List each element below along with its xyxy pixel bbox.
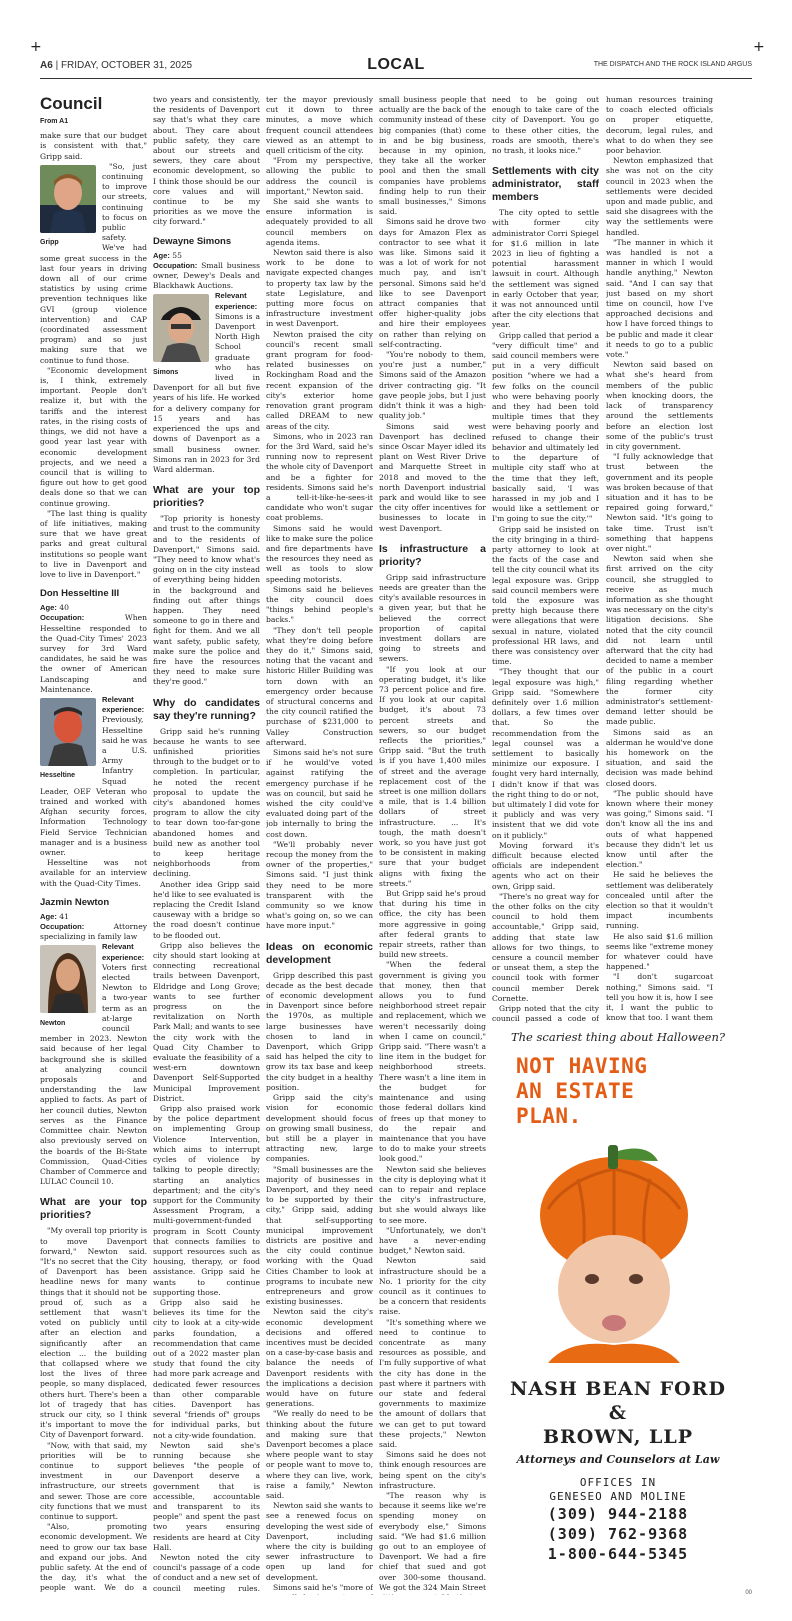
ad-headline-line: NOT HAVING (516, 1054, 648, 1078)
paragraph: "The reason why is because it seems like we're spending money on everybody else," Simons said. "We had $1.6 million go out to an employee of Davenport. We had a fire chief that sued and got over 300-some thousand. We got the 324 Main Street (379, 1491, 486, 1592)
paragraph: Newton noted the city council's passage of a code of conduct and a new set of council meeting rules. (153, 1553, 260, 1593)
paragraph: "From my perspective, allowing the public to address the council is important," Newton said. (266, 156, 373, 196)
subhead: Ideas on economic development (266, 940, 373, 966)
paragraph: "The public should have known where their money was going," Simons said. "I don't know all the ins and outs of what happened because they didn't let us know until after the election." (606, 788, 713, 870)
paragraph: human resources training to coach elected officials on proper etiquette, decorum, legal rules, and what to do when they see poor behavior. (606, 95, 713, 156)
ad-firm-name-line: BROWN, LLP (542, 1426, 694, 1448)
paragraph: She said she wants to ensure information is adequately provided to all council members on agenda items. (266, 197, 373, 247)
paragraph: Simons said he's not sure if he would've voted against ratifying the emergency purchase if he was on council, but said he wished the city could've evaluated doing part of the job internally to bring the cost down. (266, 748, 373, 839)
article-column-4 (379, 95, 486, 1595)
paragraph: two years and consistently, the residents of Davenport say that's what they care about. They care about public safety, they care about our streets and sewers, they care about economic development, so I think those should be our core values and will continue to be my priorities as we move the city forward." (153, 95, 260, 227)
photo-caption: Hesseltine (40, 772, 76, 780)
crop-mark-left: + (30, 39, 42, 55)
candidate-heading: Dewayne Simons (153, 235, 232, 247)
paragraph: "The manner in which it was handled is not a manner in which I would handle anything," Newton said. "And I can say that just based on my short time on council, how I've approached decisions and how I have forced things to be public and made it clear it needs to go to a public vote." (606, 237, 713, 360)
newspaper-name: THE DISPATCH AND THE ROCK ISLAND ARGUS (593, 61, 752, 68)
subhead: What are your top priorities? (40, 1196, 147, 1222)
candidate-experience: Relevant experience: Voters first elected Newton to a two-year term as an at-large council member in 2023. Newton said because of her legal background she is skilled at analyzing council proposals and understanding the law applied to facts. As part of her council duties, Newton serves as the Finance Committee chair. Newton also previously served on the boards of the Bi-State Commission, Quad-Cities Chamber of Commerce and LULAC Council 10. (40, 942, 147, 1187)
photo-caption: Simons (153, 368, 179, 376)
paragraph: "Economic development is, I think, extremely important. People don't realize it, but with the tariffs and the interest rates, in the rising costs of things, we did not have a good year last year with economic development projects, and we need a council that is willing to figure out how to get good deals done so that we can continue growing. (40, 365, 147, 508)
paragraph: He said he believes the settlement was deliberately concealed until after the election so that it wouldn't impact incumbents running. (606, 870, 713, 931)
ad-headline (516, 1054, 728, 1129)
subhead: What are your top priorities? (153, 484, 260, 510)
paragraph: Newton said there is also work to be done to navigate expected changes to property tax law by the state Legislature, and putting more focus on infrastructure investment in west Davenport. (266, 248, 373, 329)
paragraph: "If you look at our operating budget, it's like 73 percent police and fire. If you look at our capital budget, it's about 73 percent streets and sewers, so our budget reflects the priorities," Gripp said. "But the truth is if you have 1,400 miles of street and the average replacement cost of the street is one million dollars a mile, that is 1.4 billion dollars of street infrastructure. ... It's tough, the math doesn't work, so you have just got to be consistent in making sure that your budget aligns with fixing the streets." (379, 664, 486, 888)
paragraph: "Small businesses are the majority of businesses in Davenport, and they need to be supported by their city," Gripp said, adding that self-supporting municipal improvement districts are positive and the city could continue working with the Quad Cities Chamber to look at programs to incubate new entrepreneurs and grow existing businesses. (266, 1164, 373, 1307)
paragraph: Gripp described this past decade as the best decade of economic development in Davenport since before the 1970s, as multiple large businesses have chosen to land in Davenport, which Gripp said has helped the city to grow its tax base and keep the city budget in a healthy position. (266, 970, 373, 1092)
article-column-3 (266, 95, 373, 1595)
crop-mark-right: + (753, 39, 765, 55)
mugshot-simons (153, 294, 209, 377)
paragraph: Gripp said the city's vision for economic development should focus on growing small business, but still be a player in attracting new, large companies. (266, 1093, 373, 1164)
candidate-age: Age: 41 (40, 911, 69, 921)
paragraph: He also said $1.6 million seems like "extreme money for whatever could have happened." (606, 931, 713, 972)
paragraph: Gripp said he's running because he wants to see unfinished priorities through to the budget or to completion. In particular, he noted the recent proposal to update the city's abandoned homes program to allow the city to tear down too-far-gone abandoned homes and build new as another tool to keep heritage neighborhoods from declining. (153, 726, 260, 879)
paragraph: "You're nobody to them, you're just a number," Simons said of the Amazon driver contracting gig. "It gave people jobs, but I just didn't think it was a high-quality job." (379, 350, 486, 421)
mugshot-newton (40, 945, 96, 1028)
paragraph: make sure that our budget is consistent with that," Gripp said. (40, 131, 147, 161)
subhead: Settlements with city administrator, staff members (492, 165, 599, 204)
paragraph: "They don't tell people what they're doing before they do it," Simons said, noting that the vacant and historic Hiller Building was torn down with an emergency order because of structural concerns and the city council ratified the purchase of $231,000 to Valley Construction afterward. (266, 625, 373, 747)
candidate-occupation: Occupation: When Hesseltine responded to the Quad-City Times' 2023 survey for 3rd Ward candidates, he said he was the owner of American Landscaping and Maintenance. (40, 613, 147, 694)
paragraph: Newton emphasized that she was not on the city council in 2023 when the settlements were decided upon and made public, and said she disagrees with the way the settlements were handled. (606, 156, 713, 237)
paragraph: "We really do need to be thinking about the future and making sure that Davenport becomes a place where people want to stay or people want to move to, where they can live, work, raise a family," Newton said. (266, 1409, 373, 1501)
paragraph: The city opted to settle with former city administrator Corri Spiegel for $1.6 million in late 2023 in lieu of fighting a potential harassment lawsuit in court. Although the settlement was signed in early October that year, it was not announced until after the city elections that year. (492, 208, 599, 330)
photo-hesseltine (40, 698, 96, 766)
paragraph: "They thought that our legal exposure was high," Gripp said. "Somewhere definitely over 1.6 million dollars, a few times over that. So the recommendation from the legal counsel was a settlement to basically minimize our exposure. I fought very hard internally, I didn't know if that was the right thing to do or not, but ultimately I did vote for it publicly and was very insistent that we did vote on it publicly." (492, 667, 599, 840)
mugshot-hesseltine (40, 698, 96, 781)
candidate-heading: Don Hesseltine III (40, 588, 120, 600)
paragraph: Simons said he does not think enough resources are being spent on the city's infrastructure. (379, 1450, 486, 1490)
candidate-age: Age: 55 (153, 250, 182, 260)
paragraph: "The last thing is quality of life initiatives, making sure that we have great parks and great cultural institutions so people want to live in Davenport and love to live in Davenport." (40, 508, 147, 579)
paragraph: Moving forward it's difficult because elected officials are independent agents who act on their own, Gripp said. (492, 840, 599, 891)
article-column-6 (606, 95, 713, 1023)
subhead: Is infrastructure a priority? (379, 542, 486, 568)
candidate-experience: Relevant experience: Simons is a Davenport North High School graduate who has lived in Davenport for all but five years of his life. He worked for a delivery company for 15 years and has experienced the ups and downs of Davenport as a small business owner. Simons ran in 2023 for 3rd Ward alderman. (153, 291, 260, 474)
paragraph: Gripp also praised work by the police department on implementing Group Violence Intervention, which aims to interrupt cycles of violence by talking to people directly; starting an analytics department; and the city's support for the Community Assessment Program, a multi-government-funded program in Scott County that connects families to support resources such as housing, therapy, or food assistance. Gripp said he wants to continue supporting those. (153, 1104, 260, 1297)
photo-newton (40, 945, 96, 1013)
page-folio: A6 | FRIDAY, OCTOBER 31, 2025 (40, 60, 193, 71)
photo-caption: Gripp (40, 239, 59, 247)
paragraph: Hesseltine was not available for an interview with the Quad-City Times. (40, 858, 147, 888)
page-header (40, 56, 752, 79)
jump-from: From A1 (40, 118, 69, 125)
ad-subtitle: Attorneys and Counselors at Law (516, 1453, 720, 1466)
paragraph: "There's no great way for the other folks on the city council to hold them accountable," Gripp said, adding that state law allows for two things, to censure a council member or unseat them, a step the council took with former council member Derek Cornette. (492, 891, 599, 1003)
paragraph: need to be going out enough to take care of the city of Davenport. You go to these other cities, the roads are smooth, there's no trash, it looks nice." (492, 95, 599, 156)
paragraph: Simons said as an alderman he would've done his homework on the situation, and said the decision was made behind closed doors. (606, 727, 713, 788)
law-firm-advertisement (508, 1028, 728, 1584)
paragraph: Newton said the city's economic development decisions and offered incentives must be decided on a case-by-case basis and balance the needs of Davenport residents with the implications a decision would have on future generations. (266, 1307, 373, 1409)
paragraph: Simons said he's "more of (273, 1582, 373, 1592)
mugshot-gripp (40, 165, 96, 248)
paragraph: Newton praised the city council's recent small grant program for food-related businesses on Rockingham Road and the recent expansion of the city's exterior home renovation grant program called DREAM to new areas of the city. (266, 329, 373, 431)
page-date: FRIDAY, OCTOBER 31, 2025 (60, 60, 193, 71)
ad-phone: 1-800-644-5345 (547, 1545, 689, 1563)
article-column-5 (492, 95, 599, 1023)
paragraph: Simons said he would like to make sure the police and fire departments have the resources they need as well as tools to slow speeding motorists. (266, 523, 373, 584)
candidate-experience: Relevant experience: Previously, Hesseltine said he was a U.S. Army Infantry Squad Leader, OEF Veteran who trained and worked with Afghan security forces, Information Technology Field Service Technician manager and is a business owner. (40, 694, 147, 858)
ad-offices (508, 1476, 728, 1504)
paragraph: "Unfortunately, we don't have a never-ending budget," Newton said. (379, 1225, 486, 1256)
paragraph: "It's something where we need to continue to concentrate as many resources as possible, and I'm fully supportive of what the city has done in the past where it partners with our state and federal governments to maximize the amount of dollars that we can get to put toward these projects," Newton said. (379, 1317, 486, 1449)
paragraph: Gripp noted that the city council passed a code of (492, 1004, 599, 1023)
paragraph: "So, just continuing to improve our streets, continuing to focus on public safety. We've had some great success in the last four years in driving down all of our crime statistics by using crime prevention techniques like GVI (group violence intervention) and CAP (coordinated assessment program) and so just making sure that we continue to fund those. (40, 161, 147, 365)
paragraph: Gripp also believes the city should start looking at connecting recreational trails between Davenport, Eldridge and Long Grove; wants to see further progress on the revitalization on North Park Mall; and wants to see the city work with the Quad City Chamber to evaluate the feasibility of a west-ern downtown Davenport Self-Supported Municipal Improvement District. (153, 940, 260, 1103)
ad-offices-line: GENESEO AND MOLINE (549, 1490, 687, 1503)
paragraph: Newton said she believes the city is deploying what it can to repair and replace the city's infrastructure, but she would always like to see more. (379, 1164, 486, 1225)
paragraph: Another idea Gripp said he'd like to see evaluated is replacing the Credit Island causeway with a bridge so the road doesn't continue to be flooded out. (153, 879, 260, 940)
page-number: A6 (40, 60, 53, 71)
photo-caption: Newton (40, 1019, 66, 1027)
ad-phone: (309) 762-9368 (547, 1525, 689, 1543)
paragraph: Gripp said he insisted on the city bringing in a third-party attorney to look at the facts of the case and tell the city council what its legal exposure was. Gripp said council members were told the exposure was pretty high because there were allegations that were sexual in nature, violated professional HR laws, and there was consistency over time. (492, 524, 599, 667)
candidate-occupation: Occupation: Small business owner, Dewey's Deals and Blackhawk Auctions. (153, 260, 260, 291)
ad-offices-line: OFFICES IN (579, 1476, 657, 1489)
paragraph: "Now, with that said, my priorities will be to continue to support investment in our infrastructure, our streets and sewer. Those are core city functions that we must continue to support. (40, 1440, 147, 1521)
paragraph: Newton said she's running because she believes "the people of Davenport deserve a government that is accessible, accountable and transparent to its people" and spent the past two years ensuring residents are heard at City Hall. (153, 1440, 260, 1552)
paragraph: "When the federal government is giving you that money, then that allows you to fund neighborhood street repair and replacement, which we weren't necessarily doing when I came on council," Gripp said. "There wasn't a line item in the budget for neighborhood streets. There wasn't a line item in the budget for maintenance and using those federal dollars kind of frees up that money to do the repair and maintenance that you have to do to make your streets look good." (379, 960, 486, 1164)
paragraph: Gripp said infrastructure needs are greater than the city's available resources in a given year, but that he believed the correct proportion of capital investment dollars are going to streets and sewers. (379, 572, 486, 664)
section-name: LOCAL (367, 56, 425, 73)
ad-firm-name (508, 1377, 728, 1449)
paragraph: But Gripp said he's proud that during his time in office, the city has been more aggressive in going after federal grants to repair streets, rather than build new streets. (379, 889, 486, 960)
article-title: Council (40, 95, 103, 113)
paragraph: Simons, who in 2023 ran for the 3rd Ward, said he's running now to represent the whole city of Davenport and be a fighter for residents. Simons said he's a tell-it-like-he-sees-it candidate who won't sugar coat problems. (266, 431, 373, 523)
photo-gripp (40, 165, 96, 233)
paragraph: Newton said she wants to see a renewed focus on developing the west side of Davenport, including where the city is building sewer infrastructure to open up land for development. (266, 1501, 373, 1582)
article-column-2 (153, 95, 260, 1595)
ad-phone: (309) 944-2188 (547, 1505, 689, 1523)
ad-headline-line: AN ESTATE (516, 1079, 635, 1103)
paragraph: "My overall top priority is to move Davenport forward," Newton said. "It's no secret that the City of Davenport has been headline news for many things that it should not be proud of, such as a settlement that wasn't voted on publicly until after an election and significantly after an election ... the building that collapsed where we lost the lives of three people, so many displaced, others hurt. There's been a lot of tragedy that has struck our city, so I think it's important to move the City of Davenport forward. (40, 1226, 147, 1440)
paragraph: Simons said he believes the city council does "things behind people's backs." (266, 584, 373, 625)
article-column-1 (40, 95, 147, 1595)
page-code: 00 (745, 1590, 752, 1596)
paragraph: "Top priority is honesty and trust to the community and to the residents of Davenport," Simons said. "They need to know what's going on in the city instead of everything being hidden in the background and finding out after things happen. They need someone to go in there and fight for them. And we all want safety, public safety, make sure the police and fire have the resources they need to make sure they're good." (153, 514, 260, 687)
paragraph: Gripp called that period a "very difficult time" and said council members were put in a very difficult position "where we had a few folks on the council who were behaving poorly and they had been told multiple times that they were behaving poorly and refused to change their behavior and ultimately led to the departure of multiple city staff who at the time that they left, basically said, 'I was harassed in my job and I would like a settlement or I'm going to sue the city.'" (492, 330, 599, 524)
paragraph: Newton said when she first arrived on the city council, she struggled to receive as much information as she thought was necessary on the city's litigation decisions. She noted that the city council did not learn until afterward that the city had decided to name a member of the public in a court filing regarding whether the former city administrator's settlement-demand letter should be made public. (606, 554, 713, 727)
subhead: Why do candidates say they're running? (153, 696, 260, 722)
photo-simons (153, 294, 209, 362)
paragraph: Gripp also said he believes its time for the city to look at a city-wide parks foundation, a recommendation that came out of a 2022 master plan study that found the city had more park acreage and dedicated fewer resources than other comparable cities. Davenport has several "friends of" groups for individual parks, but not a city-wide foundation. (153, 1297, 260, 1440)
paragraph: "We'll probably never recoup the money from the owner of the properties," Simons said. "I just think they need to be more transparent with the community so we know what's going on, so we can have more input." (266, 839, 373, 931)
paragraph: ter the mayor previously cut it down to three minutes, a move which frequent council attendees viewed as an attempt to quell criticism of the city. (266, 95, 373, 156)
ad-tagline: The scariest thing about Halloween? (510, 1030, 726, 1044)
paragraph: "I fully acknowledge that trust between the government and its people was broken because of that situation and it has to be repaired going forward," Newton said. "It's going to take time. Trust isn't something that happens over night." (606, 452, 713, 553)
ad-firm-name-line: NASH BEAN FORD & (510, 1378, 726, 1424)
paragraph: small business people that actually are the back of the community instead of these big companies (that) come in and be big business, because in my opinion, they take all the worker pool and then the small companies have problems finding help to run their small businesses," Simons said. (379, 95, 486, 217)
paragraph: Newton said infrastructure should be a No. 1 priority for the city council as it continues to be a concern that residents raise. (379, 1256, 486, 1317)
paragraph: Simons said he drove two days for Amazon Flex as contractor to see what it was like. Simons said it was a lot of work for not much pay, and isn't personal. Simons said he'd like to see Davenport attract companies that offer higher-quality jobs and hire their employees on rather than relying on self-contracting. (379, 217, 486, 349)
pumpkin-costume-baby-photo (508, 1139, 720, 1363)
ad-headline-line: PLAN. (516, 1104, 582, 1128)
candidate-heading: Jazmin Newton (40, 896, 110, 908)
candidate-occupation: Occupation: Attorney specializing in family law (40, 922, 147, 942)
paragraph: "Also, promoting economic development. We need to grow our tax base and expand our jobs. And public safety. At the end of the day, it's what the people want. We do a (40, 1522, 147, 1593)
candidate-age: Age: 40 (40, 603, 69, 613)
paragraph: Simons said west Davenport has declined since Oscar Mayer idled its plant on West River Drive and Marquette Street in 2018 and moved to the north Davenport industrial park and would like to see the city offer incentives for businesses to locate in west Davenport. (379, 421, 486, 533)
paragraph: Newton said based on what she's heard from members of the public when knocking doors, the lack of transparency around the settlements before an election lost some of the public's trust in city government. (606, 360, 713, 451)
paragraph: "I don't sugarcoat nothing," Simons said. "I tell you how it is, how I see it, I want the public to know that too. I want them (606, 972, 713, 1023)
